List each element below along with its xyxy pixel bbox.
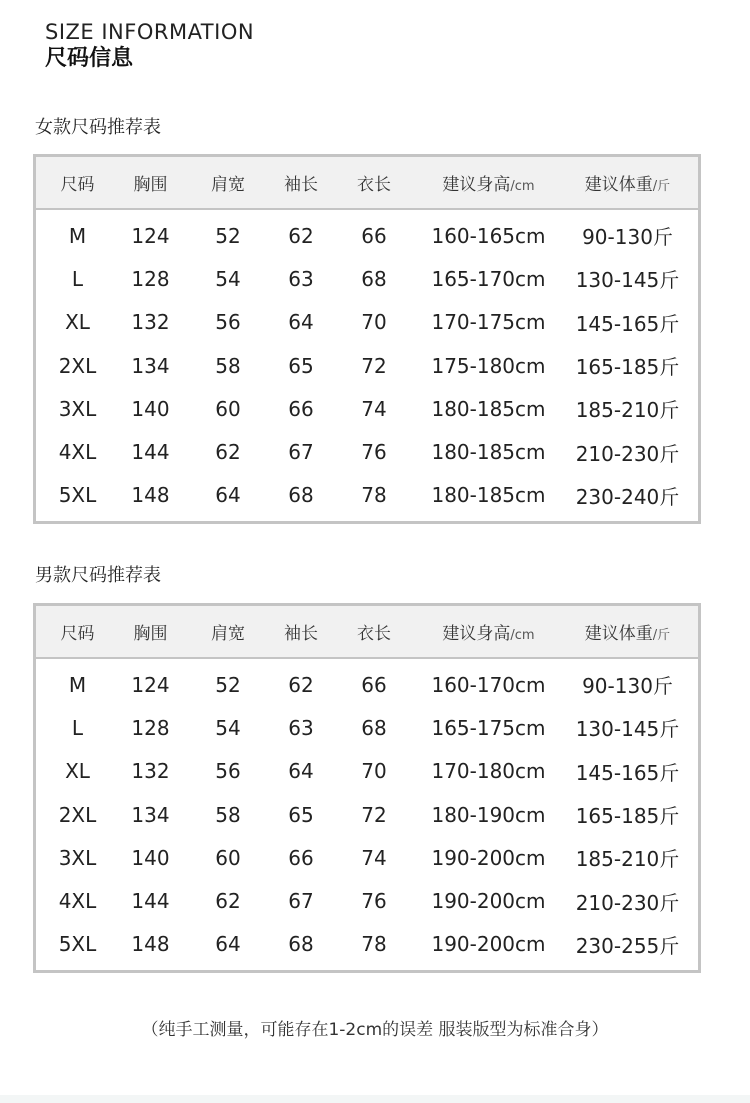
cell-size: L [71, 715, 84, 740]
men-section-title: 男款尺码推荐表 [35, 565, 161, 586]
cell-weight: 210-230斤 [575, 890, 680, 915]
cell-chest: 134 [131, 802, 170, 827]
cell-shoulder: 56 [215, 759, 241, 784]
women-size-table [33, 154, 701, 524]
men-size-table [33, 603, 701, 973]
page-title-cn: 尺码信息 [45, 46, 134, 71]
cell-sleeve: 62 [288, 223, 314, 248]
cell-weight: 145-165斤 [575, 311, 680, 336]
cell-sleeve: 66 [288, 845, 314, 870]
cell-shoulder: 60 [215, 845, 241, 870]
cell-shoulder: 58 [215, 802, 241, 827]
table-row [36, 750, 698, 793]
cell-chest: 134 [131, 353, 170, 378]
table-row [36, 257, 698, 300]
table-row [36, 879, 698, 922]
header-shoulder: 肩宽 [211, 175, 245, 195]
cell-weight: 165-185斤 [575, 355, 680, 380]
table-row [36, 793, 698, 836]
header-weight [557, 619, 698, 644]
cell-height: 180-185cm [431, 396, 546, 421]
cell-size: M [68, 223, 87, 248]
cell-size: 2XL [58, 802, 97, 827]
table-row [36, 663, 698, 706]
cell-chest: 128 [131, 715, 170, 740]
cell-weight: 210-230斤 [575, 441, 680, 466]
header-height [420, 619, 557, 644]
header-height-label: 建议身高 [442, 624, 511, 644]
page-title-en: SIZE INFORMATION [45, 20, 255, 44]
cell-size: 5XL [58, 932, 97, 957]
header-shoulder: 肩宽 [211, 624, 245, 644]
cell-shoulder: 54 [215, 715, 241, 740]
cell-height: 190-200cm [431, 932, 546, 957]
page-header [45, 20, 254, 73]
cell-weight: 230-255斤 [575, 933, 680, 958]
cell-chest: 132 [131, 759, 170, 784]
cell-chest: 144 [131, 889, 170, 914]
cell-chest: 132 [131, 310, 170, 335]
header-height-label: 建议身高 [442, 175, 511, 195]
cell-length: 66 [361, 223, 387, 248]
cell-weight: 130-145斤 [575, 268, 680, 293]
cell-sleeve: 64 [288, 759, 314, 784]
cell-height: 190-200cm [431, 889, 546, 914]
cell-sleeve: 67 [288, 440, 314, 465]
cell-shoulder: 64 [215, 932, 241, 957]
cell-sleeve: 65 [288, 353, 314, 378]
cell-size: 5XL [58, 483, 97, 508]
cell-height: 180-185cm [431, 440, 546, 465]
cell-chest: 124 [131, 672, 170, 697]
cell-sleeve: 68 [288, 932, 314, 957]
table-row [36, 214, 698, 257]
cell-length: 74 [361, 396, 387, 421]
header-size: 尺码 [60, 175, 95, 195]
table-row [36, 387, 698, 430]
cell-weight: 90-130斤 [582, 674, 673, 699]
cell-size: XL [65, 310, 90, 335]
table-row [36, 430, 698, 473]
cell-height: 165-170cm [431, 266, 546, 291]
header-weight [557, 170, 698, 195]
cell-length: 68 [361, 266, 387, 291]
cell-length: 72 [361, 353, 387, 378]
cell-weight: 185-210斤 [575, 398, 680, 423]
table-row [36, 301, 698, 344]
cell-shoulder: 56 [215, 310, 241, 335]
cell-size: 3XL [58, 845, 97, 870]
header-size: 尺码 [60, 624, 95, 644]
table-row [36, 706, 698, 749]
cell-length: 72 [361, 802, 387, 827]
cell-shoulder: 54 [215, 266, 241, 291]
cell-size: 3XL [58, 396, 97, 421]
cell-weight: 185-210斤 [575, 847, 680, 872]
cell-length: 68 [361, 715, 387, 740]
cell-height: 170-180cm [431, 759, 546, 784]
cell-sleeve: 67 [288, 889, 314, 914]
header-height-unit: /cm [510, 628, 535, 643]
cell-length: 66 [361, 672, 387, 697]
cell-sleeve: 64 [288, 310, 314, 335]
cell-chest: 148 [131, 483, 170, 508]
cell-size: 2XL [58, 353, 97, 378]
cell-sleeve: 68 [288, 483, 314, 508]
header-weight-label: 建议体重 [584, 175, 653, 195]
table-row [36, 836, 698, 879]
cell-height: 180-190cm [431, 802, 546, 827]
cell-weight: 90-130斤 [582, 225, 673, 250]
cell-chest: 124 [131, 223, 170, 248]
cell-size: M [68, 672, 87, 697]
cell-size: L [71, 266, 84, 291]
women-section-title: 女款尺码推荐表 [35, 117, 161, 138]
cell-sleeve: 63 [288, 715, 314, 740]
header-height-unit: /cm [510, 179, 535, 194]
cell-chest: 128 [131, 266, 170, 291]
cell-height: 175-180cm [431, 353, 546, 378]
cell-length: 78 [361, 483, 387, 508]
cell-length: 78 [361, 932, 387, 957]
measurement-footnote: （纯手工测量，可能存在1-2cm的误差 服装版型为标准合身） [141, 1020, 609, 1040]
cell-sleeve: 66 [288, 396, 314, 421]
header-height [420, 170, 557, 195]
cell-shoulder: 52 [215, 223, 241, 248]
cell-chest: 140 [131, 396, 170, 421]
cell-size: 4XL [58, 889, 97, 914]
header-sleeve: 袖长 [284, 624, 318, 644]
table-body [36, 659, 698, 966]
cell-weight: 165-185斤 [575, 804, 680, 829]
cell-length: 76 [361, 440, 387, 465]
header-chest: 胸围 [133, 175, 168, 195]
cell-shoulder: 62 [215, 889, 241, 914]
cell-size: 4XL [58, 440, 97, 465]
table-header-row [36, 157, 698, 210]
cell-shoulder: 52 [215, 672, 241, 697]
cell-sleeve: 62 [288, 672, 314, 697]
table-body [36, 210, 698, 517]
cell-height: 160-170cm [431, 672, 546, 697]
header-length: 衣长 [357, 175, 391, 195]
cell-sleeve: 63 [288, 266, 314, 291]
cell-height: 190-200cm [431, 845, 546, 870]
header-length: 衣长 [357, 624, 391, 644]
table-row [36, 474, 698, 517]
bottom-divider [0, 1095, 750, 1103]
cell-shoulder: 64 [215, 483, 241, 508]
cell-length: 70 [361, 759, 387, 784]
cell-length: 74 [361, 845, 387, 870]
header-sleeve: 袖长 [284, 175, 318, 195]
cell-shoulder: 60 [215, 396, 241, 421]
cell-height: 165-175cm [431, 715, 546, 740]
cell-weight: 230-240斤 [575, 484, 680, 509]
cell-chest: 140 [131, 845, 170, 870]
cell-length: 70 [361, 310, 387, 335]
cell-chest: 148 [131, 932, 170, 957]
header-chest: 胸围 [133, 624, 168, 644]
cell-height: 170-175cm [431, 310, 546, 335]
cell-shoulder: 58 [215, 353, 241, 378]
header-weight-unit: /斤 [652, 628, 671, 643]
cell-height: 180-185cm [431, 483, 546, 508]
table-header-row [36, 606, 698, 659]
cell-shoulder: 62 [215, 440, 241, 465]
header-weight-unit: /斤 [652, 179, 671, 194]
table-row [36, 923, 698, 966]
table-row [36, 344, 698, 387]
cell-length: 76 [361, 889, 387, 914]
cell-size: XL [65, 759, 90, 784]
cell-weight: 130-145斤 [575, 717, 680, 742]
cell-chest: 144 [131, 440, 170, 465]
cell-weight: 145-165斤 [575, 760, 680, 785]
header-weight-label: 建议体重 [584, 624, 653, 644]
cell-sleeve: 65 [288, 802, 314, 827]
cell-height: 160-165cm [431, 223, 546, 248]
